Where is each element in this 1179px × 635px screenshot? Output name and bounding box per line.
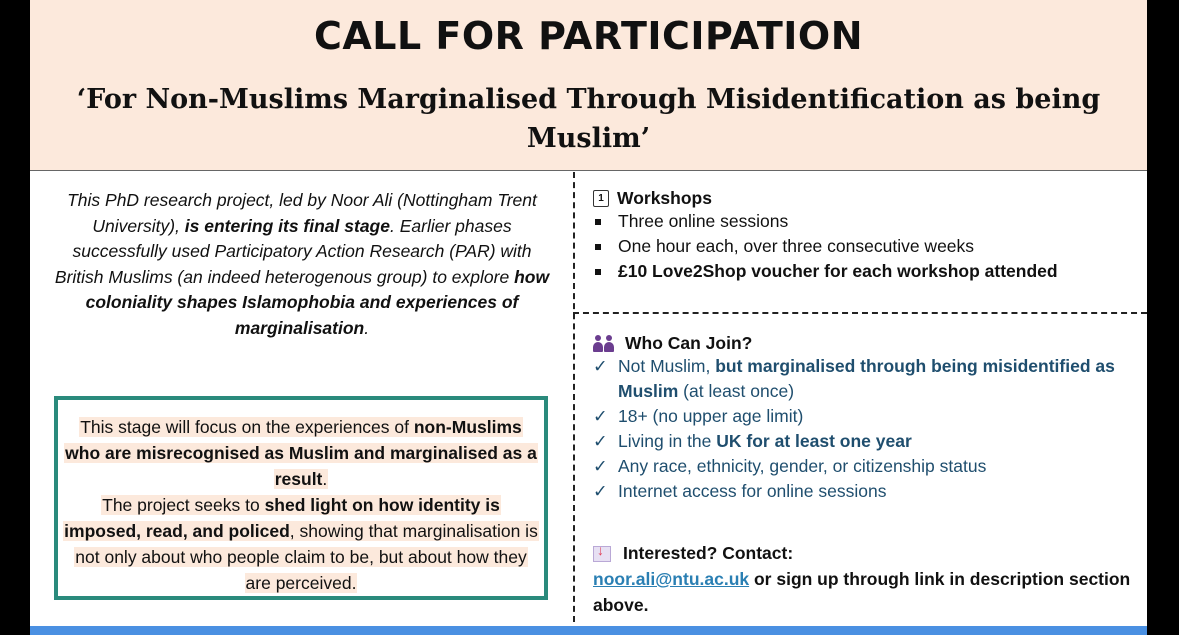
list-item bbox=[593, 404, 1133, 429]
eligibility-bold: UK for at least one year bbox=[716, 431, 912, 451]
contact-heading bbox=[593, 543, 1141, 564]
workshops-heading bbox=[593, 188, 1133, 209]
workshops-title: Workshops bbox=[617, 188, 712, 208]
list-item bbox=[593, 354, 1133, 404]
people-icon bbox=[593, 336, 615, 352]
list-item bbox=[593, 454, 1133, 479]
check-icon: ✓ bbox=[593, 356, 608, 376]
intro-bold-2: how coloniality shapes Islamophobia and experiences of marginalisation bbox=[85, 266, 550, 338]
stage-text-1: This stage will focus on the experiences of bbox=[80, 417, 414, 437]
inbox-icon bbox=[593, 546, 611, 562]
stage-text-4: , showing that marginalisation is not only about who people claim to be, but about how they are perceived. bbox=[75, 521, 538, 593]
contact-title: Interested? Contact: bbox=[623, 543, 794, 563]
right-column bbox=[575, 171, 1147, 626]
left-column bbox=[30, 171, 573, 626]
calendar-icon: 1 bbox=[593, 190, 609, 207]
eligibility-text: Any race, ethnicity, gender, or citizenship status bbox=[618, 456, 987, 476]
check-icon: ✓ bbox=[593, 431, 608, 451]
list-item bbox=[593, 479, 1133, 504]
stage-bold-2: shed light on how identity is imposed, read, and policed bbox=[64, 495, 500, 541]
eligibility-text: Not Muslim, bbox=[618, 356, 716, 376]
poster bbox=[30, 0, 1147, 635]
eligibility-heading bbox=[593, 333, 1133, 354]
stage-focus-box bbox=[54, 396, 548, 600]
contact-text bbox=[593, 566, 1141, 618]
list-item bbox=[593, 429, 1133, 454]
bottom-bar bbox=[30, 626, 1147, 635]
email-link[interactable]: noor.ali@ntu.ac.uk bbox=[593, 569, 750, 589]
eligibility-title: Who Can Join? bbox=[625, 333, 753, 353]
check-icon: ✓ bbox=[593, 406, 608, 426]
voucher-text: £10 Love2Shop voucher for each workshop attended bbox=[618, 261, 1058, 281]
eligibility-text: Living in the bbox=[618, 431, 717, 451]
eligibility-section bbox=[593, 333, 1133, 504]
stage-text-3: The project seeks to bbox=[102, 495, 265, 515]
page-title: CALL FOR PARTICIPATION bbox=[313, 14, 864, 58]
intro-text-1: This PhD research project, led by Noor Ali (Nottingham Trent University), bbox=[67, 190, 537, 236]
intro-bold-1: is entering its final stage bbox=[184, 215, 390, 236]
stage-focus-text bbox=[62, 414, 540, 596]
stage-bold-1: non-Muslims who are misrecognised as Muslim and marginalised as a result bbox=[65, 417, 537, 489]
eligibility-list bbox=[593, 354, 1133, 504]
eligibility-text: (at least once) bbox=[678, 381, 795, 401]
contact-section bbox=[593, 543, 1141, 618]
intro-text-2: . Earlier phases successfully used Participatory Action Research (PAR) with British Muslims (an indeed heterogenous group) to explore bbox=[54, 215, 532, 287]
eligibility-text: Internet access for online sessions bbox=[618, 481, 887, 501]
list-item: Three online sessions bbox=[593, 209, 1133, 234]
check-icon: ✓ bbox=[593, 456, 608, 476]
intro-paragraph bbox=[54, 188, 550, 341]
list-item bbox=[593, 259, 1133, 284]
workshops-list bbox=[593, 209, 1133, 284]
contact-rest: or sign up through link in description section above. bbox=[593, 569, 1131, 615]
header-banner bbox=[30, 0, 1147, 171]
workshops-section bbox=[593, 188, 1133, 284]
eligibility-bold: but marginalised through being misidentified as Muslim bbox=[618, 356, 1115, 401]
eligibility-text: 18+ (no upper age limit) bbox=[618, 406, 804, 426]
intro-text-3: . bbox=[364, 317, 370, 338]
page-subtitle: ‘For Non-Muslims Marginalised Through Misidentification as being Muslim’ bbox=[76, 84, 1101, 154]
check-icon: ✓ bbox=[593, 481, 608, 501]
stage-text-2: . bbox=[322, 469, 328, 489]
list-item: One hour each, over three consecutive weeks bbox=[593, 234, 1133, 259]
